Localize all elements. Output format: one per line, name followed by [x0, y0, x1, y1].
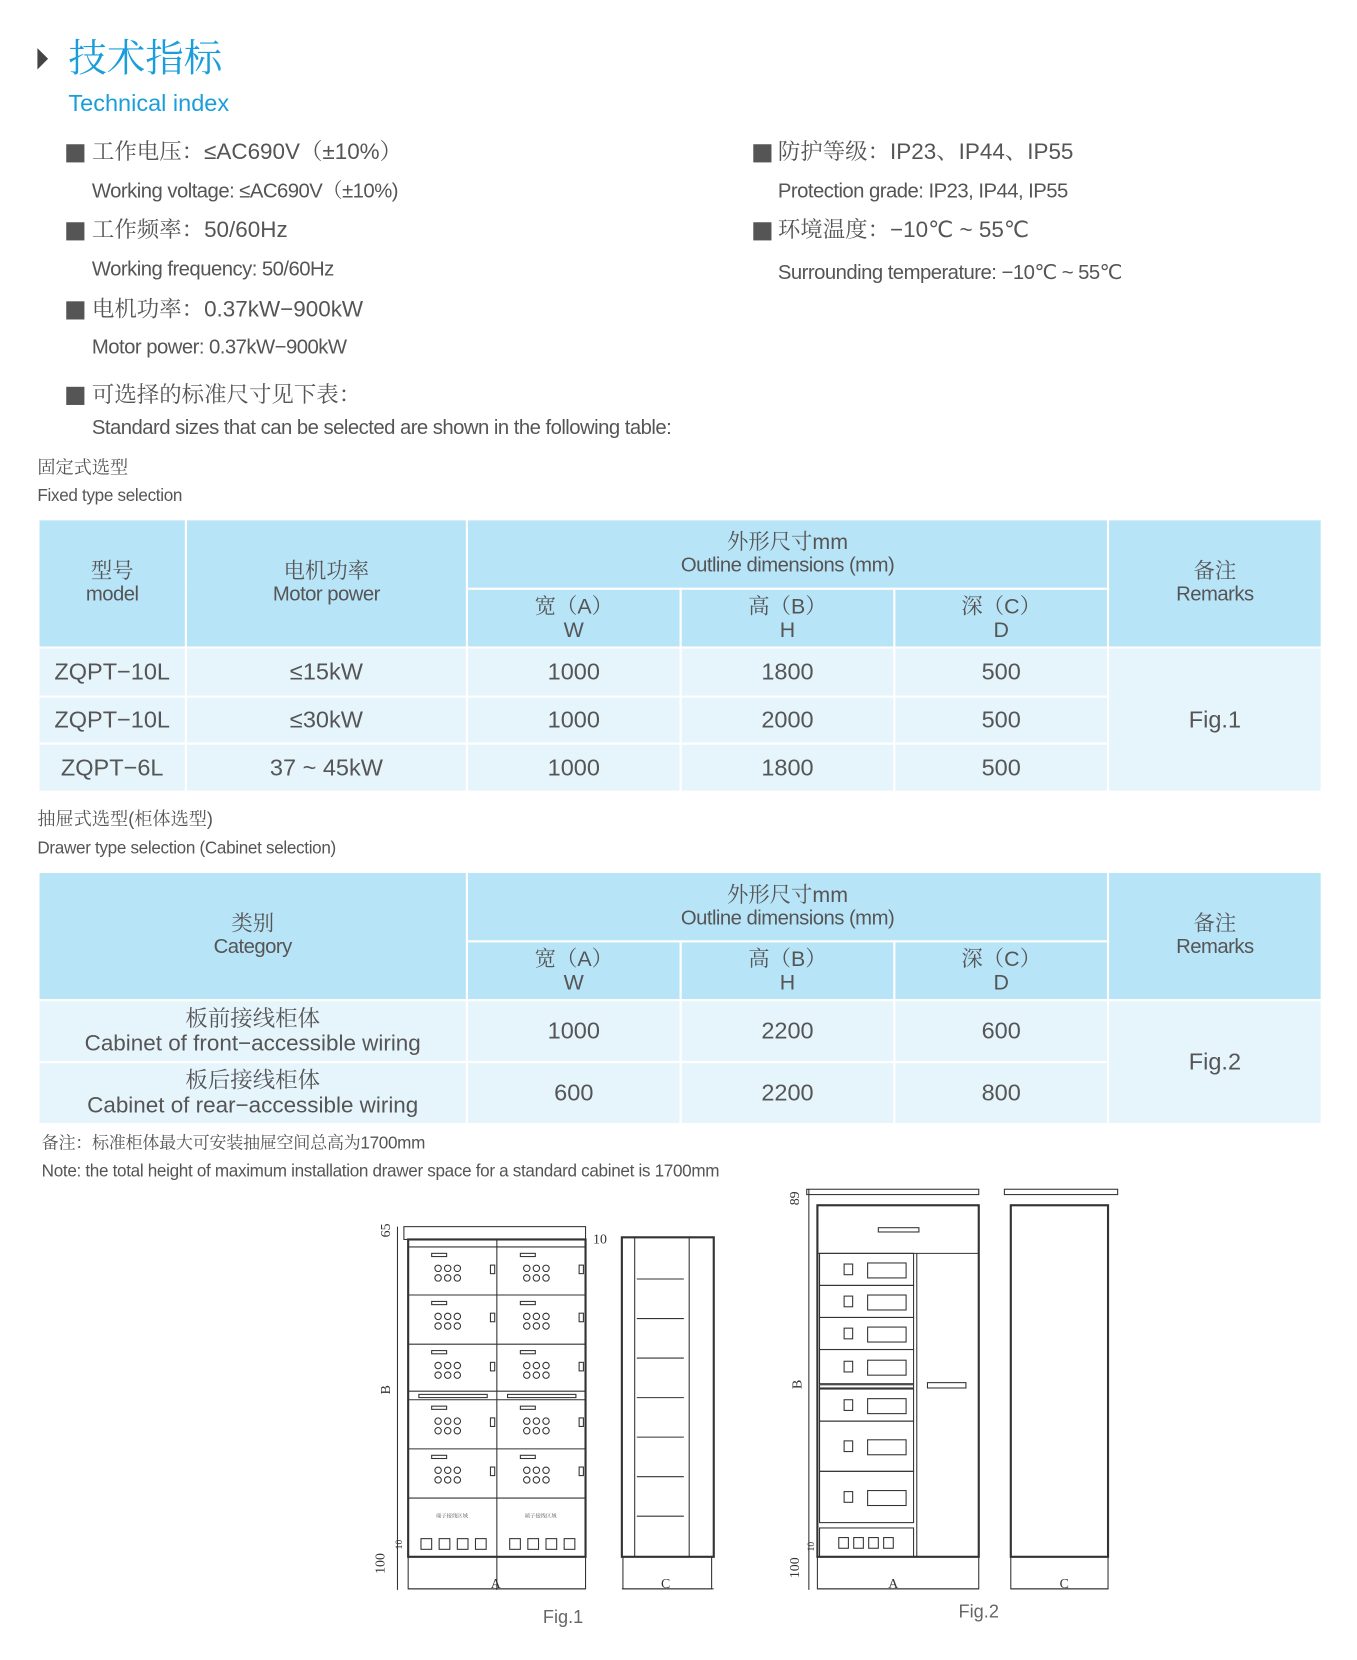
fig1-button-icon: [444, 1428, 450, 1434]
fig1-button-icon: [454, 1323, 460, 1329]
fig1-button-icon: [533, 1477, 539, 1483]
cell-depth: 600: [894, 1000, 1108, 1062]
fig2-switch-icon: [844, 1492, 853, 1503]
fig1-button-icon: [444, 1323, 450, 1329]
fig1-drawer-label: [432, 1253, 447, 1256]
header-d-cn: 深（C）: [961, 594, 1041, 619]
fig2-meter-panel: [868, 1491, 906, 1506]
fig1-drawer-label: [432, 1406, 447, 1409]
cell-depth: 500: [894, 697, 1108, 744]
fig1-button-icon: [444, 1477, 450, 1483]
cell-width: 600: [467, 1062, 681, 1124]
cell-depth: 500: [894, 744, 1108, 792]
fig1-drawer-label: [432, 1455, 447, 1458]
cell-height: 2000: [681, 697, 895, 744]
fig2-drawer: [820, 1471, 914, 1522]
fig1-button-icon: [454, 1275, 460, 1281]
fig2-bar: [820, 1385, 914, 1388]
fig1-button-icon: [533, 1362, 539, 1368]
fig2-drawer: [820, 1421, 914, 1471]
fig1-button-icon: [454, 1428, 460, 1434]
fig1-button-icon: [543, 1372, 549, 1378]
fig1-dim-top: 65: [379, 1223, 395, 1238]
header-h-cn: 高（B）: [748, 594, 827, 619]
header-dims-en: Outline dimensions (mm): [680, 554, 895, 577]
fig1-button-icon: [444, 1372, 450, 1378]
fig1-handle-icon: [579, 1265, 583, 1274]
fig1-button-icon: [454, 1313, 460, 1319]
cell-category-cn: 板前接线柜体: [185, 1006, 321, 1032]
fig1-button-icon: [524, 1265, 530, 1271]
fig1-button-icon: [533, 1313, 539, 1319]
fig2-switch-icon: [844, 1400, 853, 1411]
header-remarks-cn: 备注: [1193, 559, 1237, 584]
fig1-button-icon: [435, 1265, 441, 1271]
fig2-drawer: [820, 1389, 914, 1421]
fig1-drawer-label: [520, 1301, 535, 1304]
fig1-terminal-label: 端子接线区域: [524, 1513, 557, 1520]
drawer-section-title-en: Drawer type selection (Cabinet selection): [37, 839, 336, 859]
fig1-button-icon: [543, 1275, 549, 1281]
header-remarks-en: Remarks: [1176, 583, 1254, 606]
cell-category-en: Cabinet of rear−accessible wiring: [87, 1093, 419, 1118]
fig1-button-icon: [524, 1275, 530, 1281]
cell-category-cn: 板后接线柜体: [185, 1068, 321, 1094]
fig1-button-icon: [444, 1275, 450, 1281]
cell-power: ≤30kW: [186, 697, 467, 744]
fig1-button-icon: [435, 1418, 441, 1424]
cell-depth: 500: [894, 648, 1108, 697]
fig2-front-body: [817, 1205, 978, 1557]
spec-sizes-cn: 可选择的标准尺寸见下表：: [91, 382, 362, 408]
header-cat-cn: 类别: [231, 912, 275, 937]
fig2-meter-panel: [868, 1327, 906, 1342]
fig1-button-icon: [524, 1372, 530, 1378]
fig2-meter-panel: [868, 1263, 906, 1278]
fig1-button-icon: [435, 1313, 441, 1319]
cell-remark: Fig.2: [1108, 1000, 1322, 1124]
fig2-drawer: [820, 1285, 914, 1317]
fig1-top-plate: [404, 1227, 586, 1240]
fig1-button-icon: [543, 1418, 549, 1424]
fig1-button-icon: [533, 1372, 539, 1378]
cell-width: 1000: [467, 697, 681, 744]
cell-height: 2200: [681, 1062, 895, 1124]
fig1-button-icon: [533, 1428, 539, 1434]
fig1-button-icon: [533, 1467, 539, 1473]
fig1-button-icon: [533, 1265, 539, 1271]
fig1-handle-icon: [579, 1313, 583, 1322]
fig2-terminal-drawer: [820, 1528, 914, 1557]
fig1-button-icon: [543, 1265, 549, 1271]
fig2-meter-panel: [868, 1440, 906, 1455]
fig1-dim-base: 100: [373, 1553, 389, 1574]
fig1-button-icon: [524, 1477, 530, 1483]
header-cat-en: Category: [213, 936, 292, 959]
fig1-vent-icon: [564, 1539, 575, 1550]
fig2-drawer: [820, 1350, 914, 1384]
fig1-button-icon: [533, 1323, 539, 1329]
fig1-button-icon: [543, 1428, 549, 1434]
cell-height: 1800: [681, 648, 895, 697]
spec-frequency-en: Working frequency: 50/60Hz: [91, 258, 334, 282]
fig1-handle-icon: [490, 1265, 494, 1274]
fig1-button-icon: [435, 1323, 441, 1329]
fig1-bar: [419, 1394, 487, 1397]
header-d-cn: 深（C）: [961, 947, 1041, 971]
fig1-button-icon: [524, 1313, 530, 1319]
cell-power: 37 ~ 45kW: [186, 744, 467, 792]
fig2-dim-c: C: [1059, 1576, 1069, 1592]
fig1-button-icon: [444, 1362, 450, 1368]
header-dims-cn: 外形尺寸mm: [726, 883, 849, 907]
spec-voltage-cn: 工作电压：≤AC690V（±10%）: [91, 139, 403, 165]
fig1-vent-icon: [421, 1539, 432, 1550]
fig1-button-icon: [454, 1467, 460, 1473]
fig2-meter-panel: [868, 1360, 906, 1375]
fig2-vent-icon: [854, 1538, 864, 1549]
fig1-button-icon: [454, 1418, 460, 1424]
fig2-side-top-plate: [1004, 1189, 1117, 1194]
fig2-switch-icon: [844, 1264, 853, 1275]
fig1-button-icon: [524, 1323, 530, 1329]
spec-sizes-en: Standard sizes that can be selected are shown in the following table:: [91, 416, 672, 440]
header-power-en: Motor power: [272, 583, 380, 606]
fig2-vent-icon: [839, 1538, 849, 1549]
cell-width: 1000: [467, 648, 681, 697]
header-w-cn: 宽（A）: [534, 947, 613, 971]
fig2-door-handle: [927, 1383, 965, 1388]
fig1-dim-b: B: [379, 1385, 395, 1395]
spec-voltage-en: Working voltage: ≤AC690V（±10%): [91, 180, 398, 204]
fig1-dim-c: C: [661, 1576, 671, 1592]
header-dims-en: Outline dimensions (mm): [680, 906, 895, 930]
fig1-button-icon: [543, 1467, 549, 1473]
fig2-dim-small: 10: [806, 1541, 818, 1552]
fig1-button-icon: [435, 1372, 441, 1378]
fig1-button-icon: [454, 1265, 460, 1271]
fig2-drawer: [820, 1317, 914, 1349]
fig1-button-icon: [533, 1275, 539, 1281]
fig1-button-icon: [435, 1275, 441, 1281]
header-h-cn: 高（B）: [748, 947, 827, 971]
fig1-button-icon: [444, 1418, 450, 1424]
fig2-vent-icon: [869, 1538, 879, 1549]
fig2-vent-icon: [884, 1538, 894, 1549]
fig1-vent-icon: [510, 1539, 521, 1550]
fig2-drawer: [820, 1253, 914, 1285]
fig1-handle-icon: [579, 1467, 583, 1476]
cell-height: 1800: [681, 744, 895, 792]
fig1-button-icon: [543, 1477, 549, 1483]
page-title: 技术指标: [68, 36, 223, 81]
fig1-handle-icon: [490, 1467, 494, 1476]
fig1-button-icon: [444, 1265, 450, 1271]
fig2-meter-panel: [868, 1399, 906, 1414]
fixed-section-title-cn: 固定式选型: [37, 457, 129, 478]
fig1-button-icon: [454, 1372, 460, 1378]
page-subtitle: Technical index: [68, 89, 230, 117]
header-h-en: H: [779, 970, 796, 995]
fixed-section-title-en: Fixed type selection: [37, 487, 183, 506]
fig1-bar: [508, 1394, 576, 1397]
fig1-button-icon: [524, 1418, 530, 1424]
fig1-button-icon: [533, 1418, 539, 1424]
header-model-cn: 型号: [90, 559, 134, 584]
cell-depth: 800: [894, 1062, 1108, 1124]
fig1-drawer-label: [520, 1455, 535, 1458]
spec-frequency-cn: 工作频率：50/60Hz: [91, 217, 288, 243]
fig1-vent-icon: [546, 1539, 557, 1550]
spec-protection-cn: 防护等级：IP23、IP44、IP55: [777, 139, 1074, 165]
cell-model: ZQPT−6L: [38, 744, 185, 792]
fig2-dim-base: 100: [788, 1557, 804, 1579]
fig1-side-body: [622, 1237, 714, 1556]
fig2-side-body: [1011, 1205, 1108, 1557]
fig1-handle-icon: [490, 1418, 494, 1427]
fig1-button-icon: [543, 1313, 549, 1319]
fig1-button-icon: [454, 1477, 460, 1483]
spec-temperature-cn: 环境温度：−10℃ ~ 55℃: [777, 217, 1030, 243]
header-w-en: W: [563, 970, 584, 995]
note-cn: 备注：标准柜体最大可安装抽屉空间总高为1700mm: [41, 1134, 426, 1153]
cell-remark: Fig.1: [1108, 648, 1322, 792]
fig1-button-icon: [435, 1467, 441, 1473]
fig1-button-icon: [524, 1467, 530, 1473]
fig1-vent-icon: [457, 1539, 468, 1550]
header-remarks-en: Remarks: [1176, 936, 1254, 959]
cell-model: ZQPT−10L: [38, 697, 185, 744]
fig1-vent-icon: [475, 1539, 486, 1550]
fig1-button-icon: [435, 1362, 441, 1368]
cell-width: 1000: [467, 1000, 681, 1062]
fig1-handle-icon: [490, 1362, 494, 1371]
fig2-switch-icon: [844, 1441, 853, 1452]
fig1-handle-icon: [579, 1418, 583, 1427]
cell-model: ZQPT−10L: [38, 648, 185, 697]
fig1-drawer-label: [432, 1351, 447, 1354]
fig2-switch-icon: [844, 1328, 853, 1339]
note-en: Note: the total height of maximum installation drawer space for a standard cabinet is 1700mm: [41, 1162, 720, 1181]
fig1-drawer-label: [520, 1406, 535, 1409]
header-power-cn: 电机功率: [283, 559, 370, 584]
header-w-cn: 宽（A）: [534, 594, 613, 619]
cell-category-en: Cabinet of front−accessible wiring: [84, 1031, 421, 1056]
fig2-meter-panel: [868, 1295, 906, 1310]
fig1-button-icon: [543, 1362, 549, 1368]
spec-power-cn: 电机功率：0.37kW−900kW: [91, 297, 364, 322]
header-dims-cn: 外形尺寸mm: [726, 530, 849, 555]
fig1-dim-side: 10: [593, 1232, 607, 1248]
cell-height: 2200: [681, 1000, 895, 1062]
fig1-dim-small: 10: [393, 1539, 405, 1550]
header-w-en: W: [563, 618, 584, 642]
fig2-dim-b: B: [790, 1379, 806, 1390]
fig1-button-icon: [444, 1313, 450, 1319]
fig1-button-icon: [524, 1428, 530, 1434]
fig1-vent-icon: [439, 1539, 450, 1550]
spec-temperature-en: Surrounding temperature: −10℃ ~ 55℃: [777, 261, 1122, 285]
fig1-drawer-label: [520, 1253, 535, 1256]
fig1-button-icon: [435, 1428, 441, 1434]
spec-power-en: Motor power: 0.37kW−900kW: [91, 336, 347, 360]
drawer-section-title-cn: 抽屉式选型(柜体选型): [37, 808, 213, 830]
cell-power: ≤15kW: [186, 648, 467, 697]
fig2-top-plate: [807, 1189, 979, 1194]
fig2-caption: Fig.2: [958, 1601, 999, 1622]
header-h-en: H: [779, 618, 796, 642]
fig2-top-handle: [878, 1228, 919, 1232]
fig1-button-icon: [524, 1362, 530, 1368]
cell-width: 1000: [467, 744, 681, 792]
fig1-vent-icon: [528, 1539, 539, 1550]
fig1-button-icon: [454, 1362, 460, 1368]
fig1-button-icon: [444, 1467, 450, 1473]
fig2-switch-icon: [844, 1296, 853, 1307]
fig1-handle-icon: [579, 1362, 583, 1371]
header-remarks-cn: 备注: [1193, 912, 1237, 937]
fig1-handle-icon: [490, 1313, 494, 1322]
fig1-drawer-label: [432, 1301, 447, 1304]
header-d-en: D: [993, 618, 1009, 642]
fig1-dim-a: A: [490, 1576, 501, 1592]
fig1-terminal-label: 端子接线区域: [435, 1513, 468, 1520]
spec-protection-en: Protection grade: IP23, IP44, IP55: [777, 180, 1068, 204]
fig1-drawer-label: [520, 1351, 535, 1354]
fig2-switch-icon: [844, 1361, 853, 1372]
header-d-en: D: [993, 970, 1009, 995]
fig2-dim-a: A: [888, 1576, 899, 1592]
header-model-en: model: [85, 583, 139, 606]
fig2-dim-top: 89: [788, 1191, 804, 1206]
fig1-button-icon: [435, 1477, 441, 1483]
fig1-button-icon: [543, 1323, 549, 1329]
fig1-caption: Fig.1: [542, 1607, 584, 1628]
